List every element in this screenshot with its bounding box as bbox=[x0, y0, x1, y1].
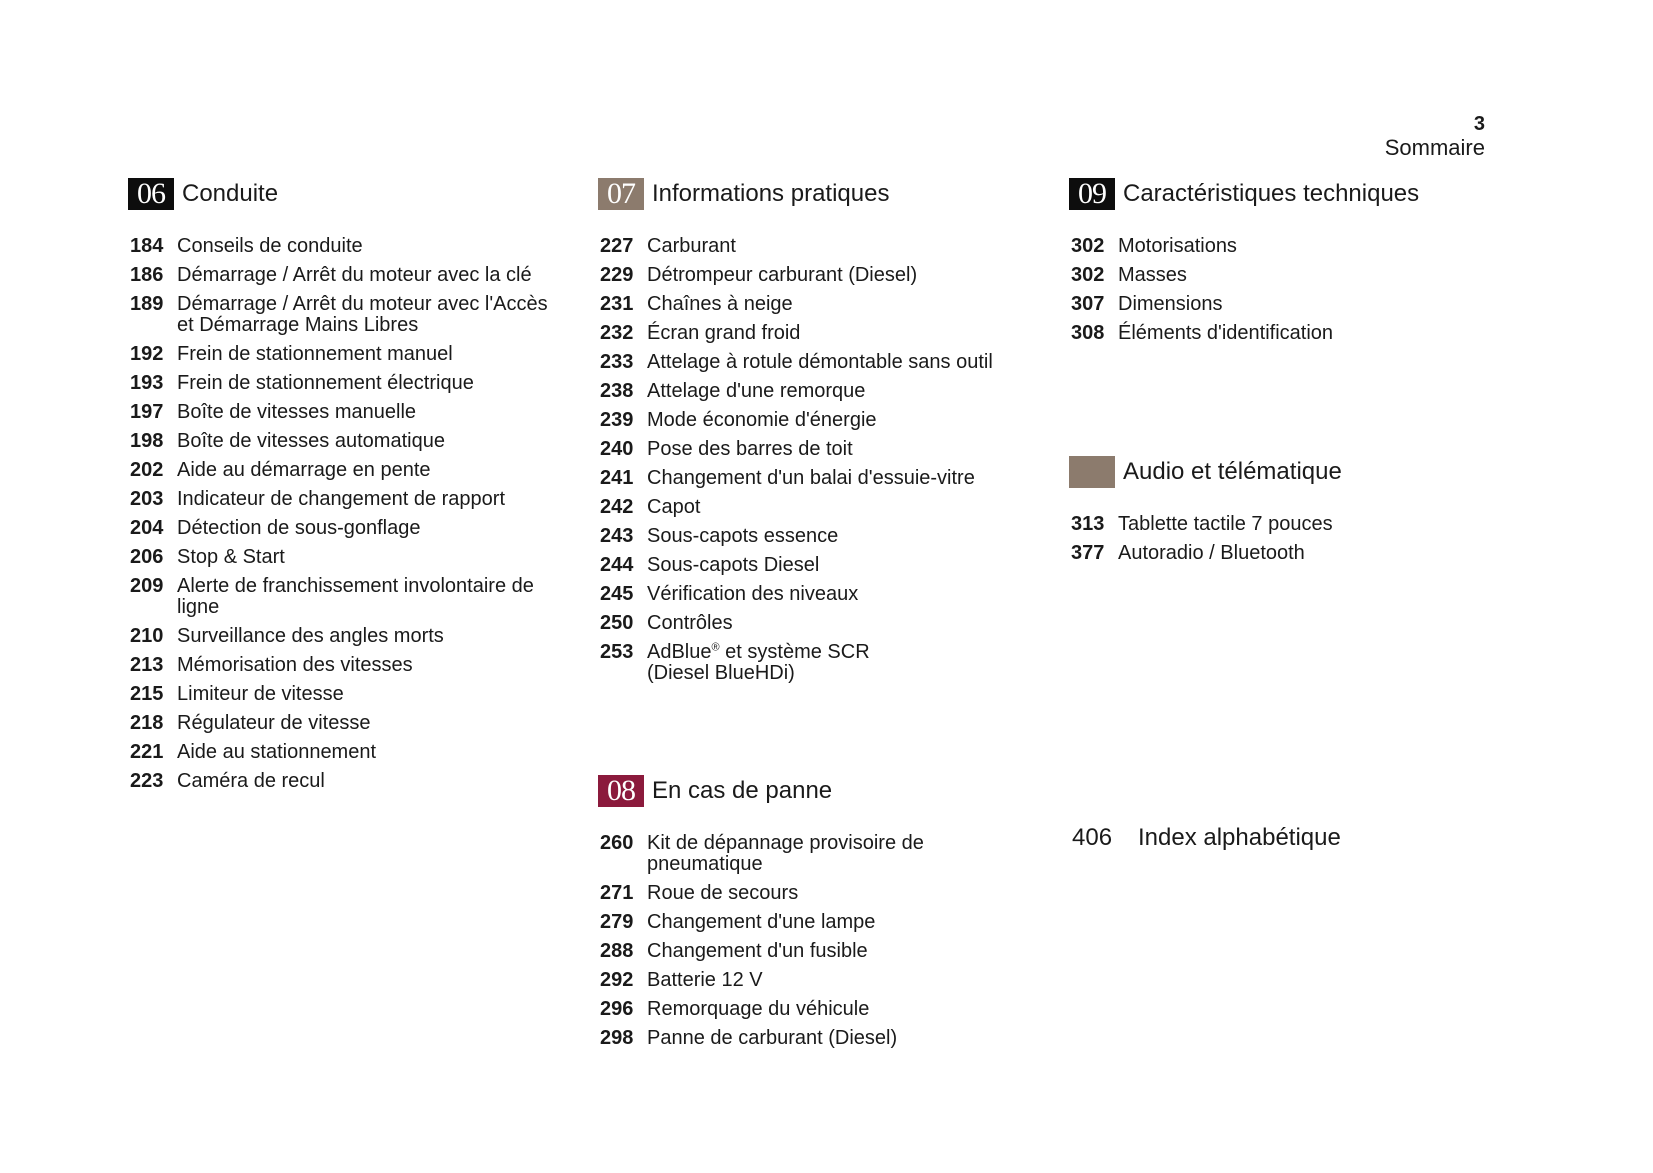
toc-entry-text: Contrôles bbox=[647, 612, 733, 634]
section-title: En cas de panne bbox=[652, 777, 833, 804]
toc-entry-text: Aide au démarrage en pente bbox=[177, 459, 431, 481]
toc-entry-text: Frein de stationnement manuel bbox=[177, 343, 453, 365]
section-caracteristiques-techniques bbox=[1069, 178, 1509, 352]
toc-entry[interactable] bbox=[598, 468, 1028, 489]
section-header bbox=[128, 178, 568, 210]
toc-page-number: 279 bbox=[600, 911, 634, 933]
toc-entry[interactable] bbox=[1069, 236, 1509, 257]
toc-entry-text: Carburant bbox=[647, 235, 736, 257]
toc-page-number: 193 bbox=[130, 372, 164, 394]
toc-page-number: 260 bbox=[600, 832, 634, 854]
toc-entry[interactable] bbox=[1069, 514, 1509, 535]
toc-list bbox=[128, 236, 568, 792]
toc-entry[interactable] bbox=[598, 883, 1028, 904]
toc-entry[interactable] bbox=[128, 489, 568, 510]
index-link[interactable] bbox=[1072, 822, 1341, 854]
toc-page-number: 288 bbox=[600, 940, 634, 962]
section-color-badge bbox=[1069, 456, 1115, 488]
page-header bbox=[1385, 112, 1485, 160]
toc-entry[interactable] bbox=[598, 941, 1028, 962]
toc-entry-text: Roue de secours bbox=[647, 882, 799, 904]
toc-page-number: 229 bbox=[600, 264, 634, 286]
section-en-cas-de-panne bbox=[598, 775, 1028, 1057]
toc-page-number: 302 bbox=[1071, 264, 1105, 286]
toc-page-number: 210 bbox=[130, 625, 164, 647]
toc-entry[interactable] bbox=[1069, 323, 1509, 344]
toc-page-number: 302 bbox=[1071, 235, 1105, 257]
toc-page-number: 240 bbox=[600, 438, 634, 460]
toc-entry[interactable] bbox=[598, 352, 1028, 373]
toc-page-number: 203 bbox=[130, 488, 164, 510]
toc-page-number: 221 bbox=[130, 741, 164, 763]
toc-entry[interactable] bbox=[598, 999, 1028, 1020]
section-title: Caractéristiques techniques bbox=[1123, 180, 1420, 207]
toc-entry-text: Changement d'un fusible bbox=[647, 940, 868, 962]
section-number-badge: 06 bbox=[128, 178, 174, 210]
toc-entry[interactable] bbox=[128, 518, 568, 539]
toc-page-number: 204 bbox=[130, 517, 164, 539]
toc-entry-text: Attelage à rotule démontable sans outil bbox=[647, 351, 993, 373]
index-page-number: 406 bbox=[1072, 824, 1113, 851]
toc-entry-text: Capot bbox=[647, 496, 701, 518]
toc-page-number: 206 bbox=[130, 546, 164, 568]
section-header bbox=[598, 775, 1028, 807]
toc-page-number: 189 bbox=[130, 293, 164, 315]
toc-page-number: 241 bbox=[600, 467, 634, 489]
toc-entry[interactable] bbox=[598, 555, 1028, 576]
toc-entry[interactable] bbox=[598, 584, 1028, 605]
toc-entry-text: Régulateur de vitesse bbox=[177, 712, 371, 734]
toc-page-number: 242 bbox=[600, 496, 634, 518]
toc-entry[interactable] bbox=[598, 1028, 1028, 1049]
toc-entry-text: Kit de dépannage provisoire de pneumatique bbox=[647, 832, 924, 875]
toc-entry-text: Détection de sous-gonflage bbox=[177, 517, 421, 539]
section-informations-pratiques bbox=[598, 178, 1028, 692]
toc-page-number: 233 bbox=[600, 351, 634, 373]
toc-list bbox=[598, 236, 1028, 634]
section-title: Audio et télématique bbox=[1123, 458, 1342, 485]
toc-page-number: 238 bbox=[600, 380, 634, 402]
toc-entry-text: Limiteur de vitesse bbox=[177, 683, 344, 705]
toc-entry[interactable] bbox=[128, 373, 568, 394]
section-number-badge: 08 bbox=[598, 775, 644, 807]
toc-page-number: 184 bbox=[130, 235, 164, 257]
toc-entry-text: Conseils de conduite bbox=[177, 235, 363, 257]
toc-entry[interactable] bbox=[128, 236, 568, 257]
toc-entry-text: AdBlue® et système SCR (Diesel BlueHDi) bbox=[647, 641, 870, 684]
toc-entry[interactable] bbox=[128, 431, 568, 452]
toc-page-number: 231 bbox=[600, 293, 634, 315]
toc-entry[interactable] bbox=[128, 344, 568, 365]
toc-page-number: 296 bbox=[600, 998, 634, 1020]
toc-page-number: 313 bbox=[1071, 513, 1105, 535]
toc-entry-text: Boîte de vitesses manuelle bbox=[177, 401, 417, 423]
toc-entry[interactable] bbox=[128, 655, 568, 676]
toc-page-number: 253 bbox=[600, 641, 634, 663]
toc-entry[interactable] bbox=[598, 439, 1028, 460]
toc-list bbox=[1069, 514, 1509, 564]
toc-entry-text: Sous-capots Diesel bbox=[647, 554, 820, 576]
index-title: Index alphabétique bbox=[1138, 824, 1341, 851]
toc-entry-text: Caméra de recul bbox=[177, 770, 325, 792]
toc-entry[interactable] bbox=[1069, 265, 1509, 286]
toc-page-number: 292 bbox=[600, 969, 634, 991]
toc-entry[interactable] bbox=[128, 402, 568, 423]
toc-entry-text: Alerte de franchissement involontaire de ligne bbox=[177, 575, 534, 618]
toc-page-number: 308 bbox=[1071, 322, 1105, 344]
toc-page-number: 198 bbox=[130, 430, 164, 452]
toc-entry-text: Démarrage / Arrêt du moteur avec la clé bbox=[177, 264, 532, 286]
toc-entry-text: Mémorisation des vitesses bbox=[177, 654, 413, 676]
toc-entry-text: Batterie 12 V bbox=[647, 969, 763, 991]
toc-entry[interactable] bbox=[598, 236, 1028, 257]
section-header bbox=[1069, 456, 1509, 488]
toc-entry[interactable] bbox=[598, 912, 1028, 933]
toc-entry-text: Chaînes à neige bbox=[647, 293, 793, 315]
toc-entry[interactable] bbox=[598, 497, 1028, 518]
toc-page-number: 271 bbox=[600, 882, 634, 904]
toc-entry-text: Panne de carburant (Diesel) bbox=[647, 1027, 898, 1049]
toc-entry-text: Motorisations bbox=[1118, 235, 1237, 257]
toc-page-number: 307 bbox=[1071, 293, 1105, 315]
section-header bbox=[1069, 178, 1509, 210]
toc-entry[interactable] bbox=[128, 626, 568, 647]
toc-page-number: 186 bbox=[130, 264, 164, 286]
toc-entry[interactable] bbox=[1069, 294, 1509, 315]
toc-entry[interactable] bbox=[128, 713, 568, 734]
toc-page-number: 250 bbox=[600, 612, 634, 634]
toc-entry-text: Dimensions bbox=[1118, 293, 1223, 315]
section-conduite bbox=[128, 178, 568, 800]
toc-page-number: 197 bbox=[130, 401, 164, 423]
toc-entry[interactable] bbox=[128, 742, 568, 763]
toc-page-number: 209 bbox=[130, 575, 164, 597]
toc-entry-text: Attelage d'une remorque bbox=[647, 380, 866, 402]
page-label: Sommaire bbox=[1384, 135, 1485, 160]
toc-entry-text: Stop & Start bbox=[177, 546, 285, 568]
toc-entry-text: Boîte de vitesses automatique bbox=[177, 430, 445, 452]
toc-entry[interactable] bbox=[128, 265, 568, 286]
toc-page-number: 239 bbox=[600, 409, 634, 431]
toc-entry-text: Pose des barres de toit bbox=[647, 438, 853, 460]
toc-entry[interactable] bbox=[128, 771, 568, 792]
toc-page-number: 377 bbox=[1071, 542, 1105, 564]
registered-mark: ® bbox=[711, 641, 720, 654]
toc-entry-text: Sous-capots essence bbox=[647, 525, 839, 547]
toc-entry-text: Démarrage / Arrêt du moteur avec l'Accès et Démarrage Mains Libres bbox=[177, 293, 548, 336]
toc-page-number: 244 bbox=[600, 554, 634, 576]
toc-entry[interactable] bbox=[598, 613, 1028, 634]
toc-entry[interactable] bbox=[598, 970, 1028, 991]
toc-entry[interactable] bbox=[598, 410, 1028, 431]
toc-entry-text: Tablette tactile 7 pouces bbox=[1118, 513, 1333, 535]
toc-page-number: 215 bbox=[130, 683, 164, 705]
toc-entry-text: Changement d'un balai d'essuie-vitre bbox=[647, 467, 975, 489]
toc-entry[interactable] bbox=[1069, 543, 1509, 564]
toc-entry-text: Mode économie d'énergie bbox=[647, 409, 877, 431]
toc-entry-text: Détrompeur carburant (Diesel) bbox=[647, 264, 918, 286]
section-number-badge: 07 bbox=[598, 178, 644, 210]
toc-entry-text: Aide au stationnement bbox=[177, 741, 377, 763]
section-number-badge: 09 bbox=[1069, 178, 1115, 210]
toc-page-number: 223 bbox=[130, 770, 164, 792]
toc-entry[interactable] bbox=[128, 460, 568, 481]
toc-entry-text: Écran grand froid bbox=[647, 322, 801, 344]
toc-page-number: 213 bbox=[130, 654, 164, 676]
toc-list bbox=[598, 833, 1028, 1049]
section-header bbox=[598, 178, 1028, 210]
toc-entry-text: Frein de stationnement électrique bbox=[177, 372, 474, 394]
toc-entry[interactable] bbox=[128, 576, 568, 618]
toc-entry-adblue[interactable] bbox=[598, 642, 1028, 684]
toc-entry[interactable] bbox=[598, 265, 1028, 286]
toc-page-number: 298 bbox=[600, 1027, 634, 1049]
toc-list bbox=[1069, 236, 1509, 344]
page-number: 3 bbox=[1473, 113, 1485, 135]
toc-page-number: 192 bbox=[130, 343, 164, 365]
toc-entry[interactable] bbox=[598, 833, 1028, 875]
toc-entry[interactable] bbox=[598, 294, 1028, 315]
section-title: Conduite bbox=[182, 180, 279, 207]
toc-entry-text: Remorquage du véhicule bbox=[647, 998, 870, 1020]
toc-page-number: 243 bbox=[600, 525, 634, 547]
toc-entry-text: Autoradio / Bluetooth bbox=[1118, 542, 1305, 564]
toc-page-number: 232 bbox=[600, 322, 634, 344]
toc-entry-text: Vérification des niveaux bbox=[647, 583, 859, 605]
toc-entry[interactable] bbox=[128, 294, 568, 336]
toc-page-number: 245 bbox=[600, 583, 634, 605]
toc-entry[interactable] bbox=[128, 547, 568, 568]
toc-entry-text: Surveillance des angles morts bbox=[177, 625, 444, 647]
section-audio-telematique bbox=[1069, 456, 1509, 572]
section-title: Informations pratiques bbox=[652, 180, 890, 207]
toc-page-number: 202 bbox=[130, 459, 164, 481]
toc-entry[interactable] bbox=[598, 526, 1028, 547]
toc-entry-text: Indicateur de changement de rapport bbox=[177, 488, 505, 510]
toc-entry[interactable] bbox=[598, 323, 1028, 344]
toc-page-number: 227 bbox=[600, 235, 634, 257]
toc-page-number: 218 bbox=[130, 712, 164, 734]
toc-entry[interactable] bbox=[598, 381, 1028, 402]
toc-entry-text: Masses bbox=[1118, 264, 1187, 286]
toc-entry-text: Changement d'une lampe bbox=[647, 911, 876, 933]
toc-entry[interactable] bbox=[128, 684, 568, 705]
toc-entry-text: Éléments d'identification bbox=[1118, 322, 1334, 344]
